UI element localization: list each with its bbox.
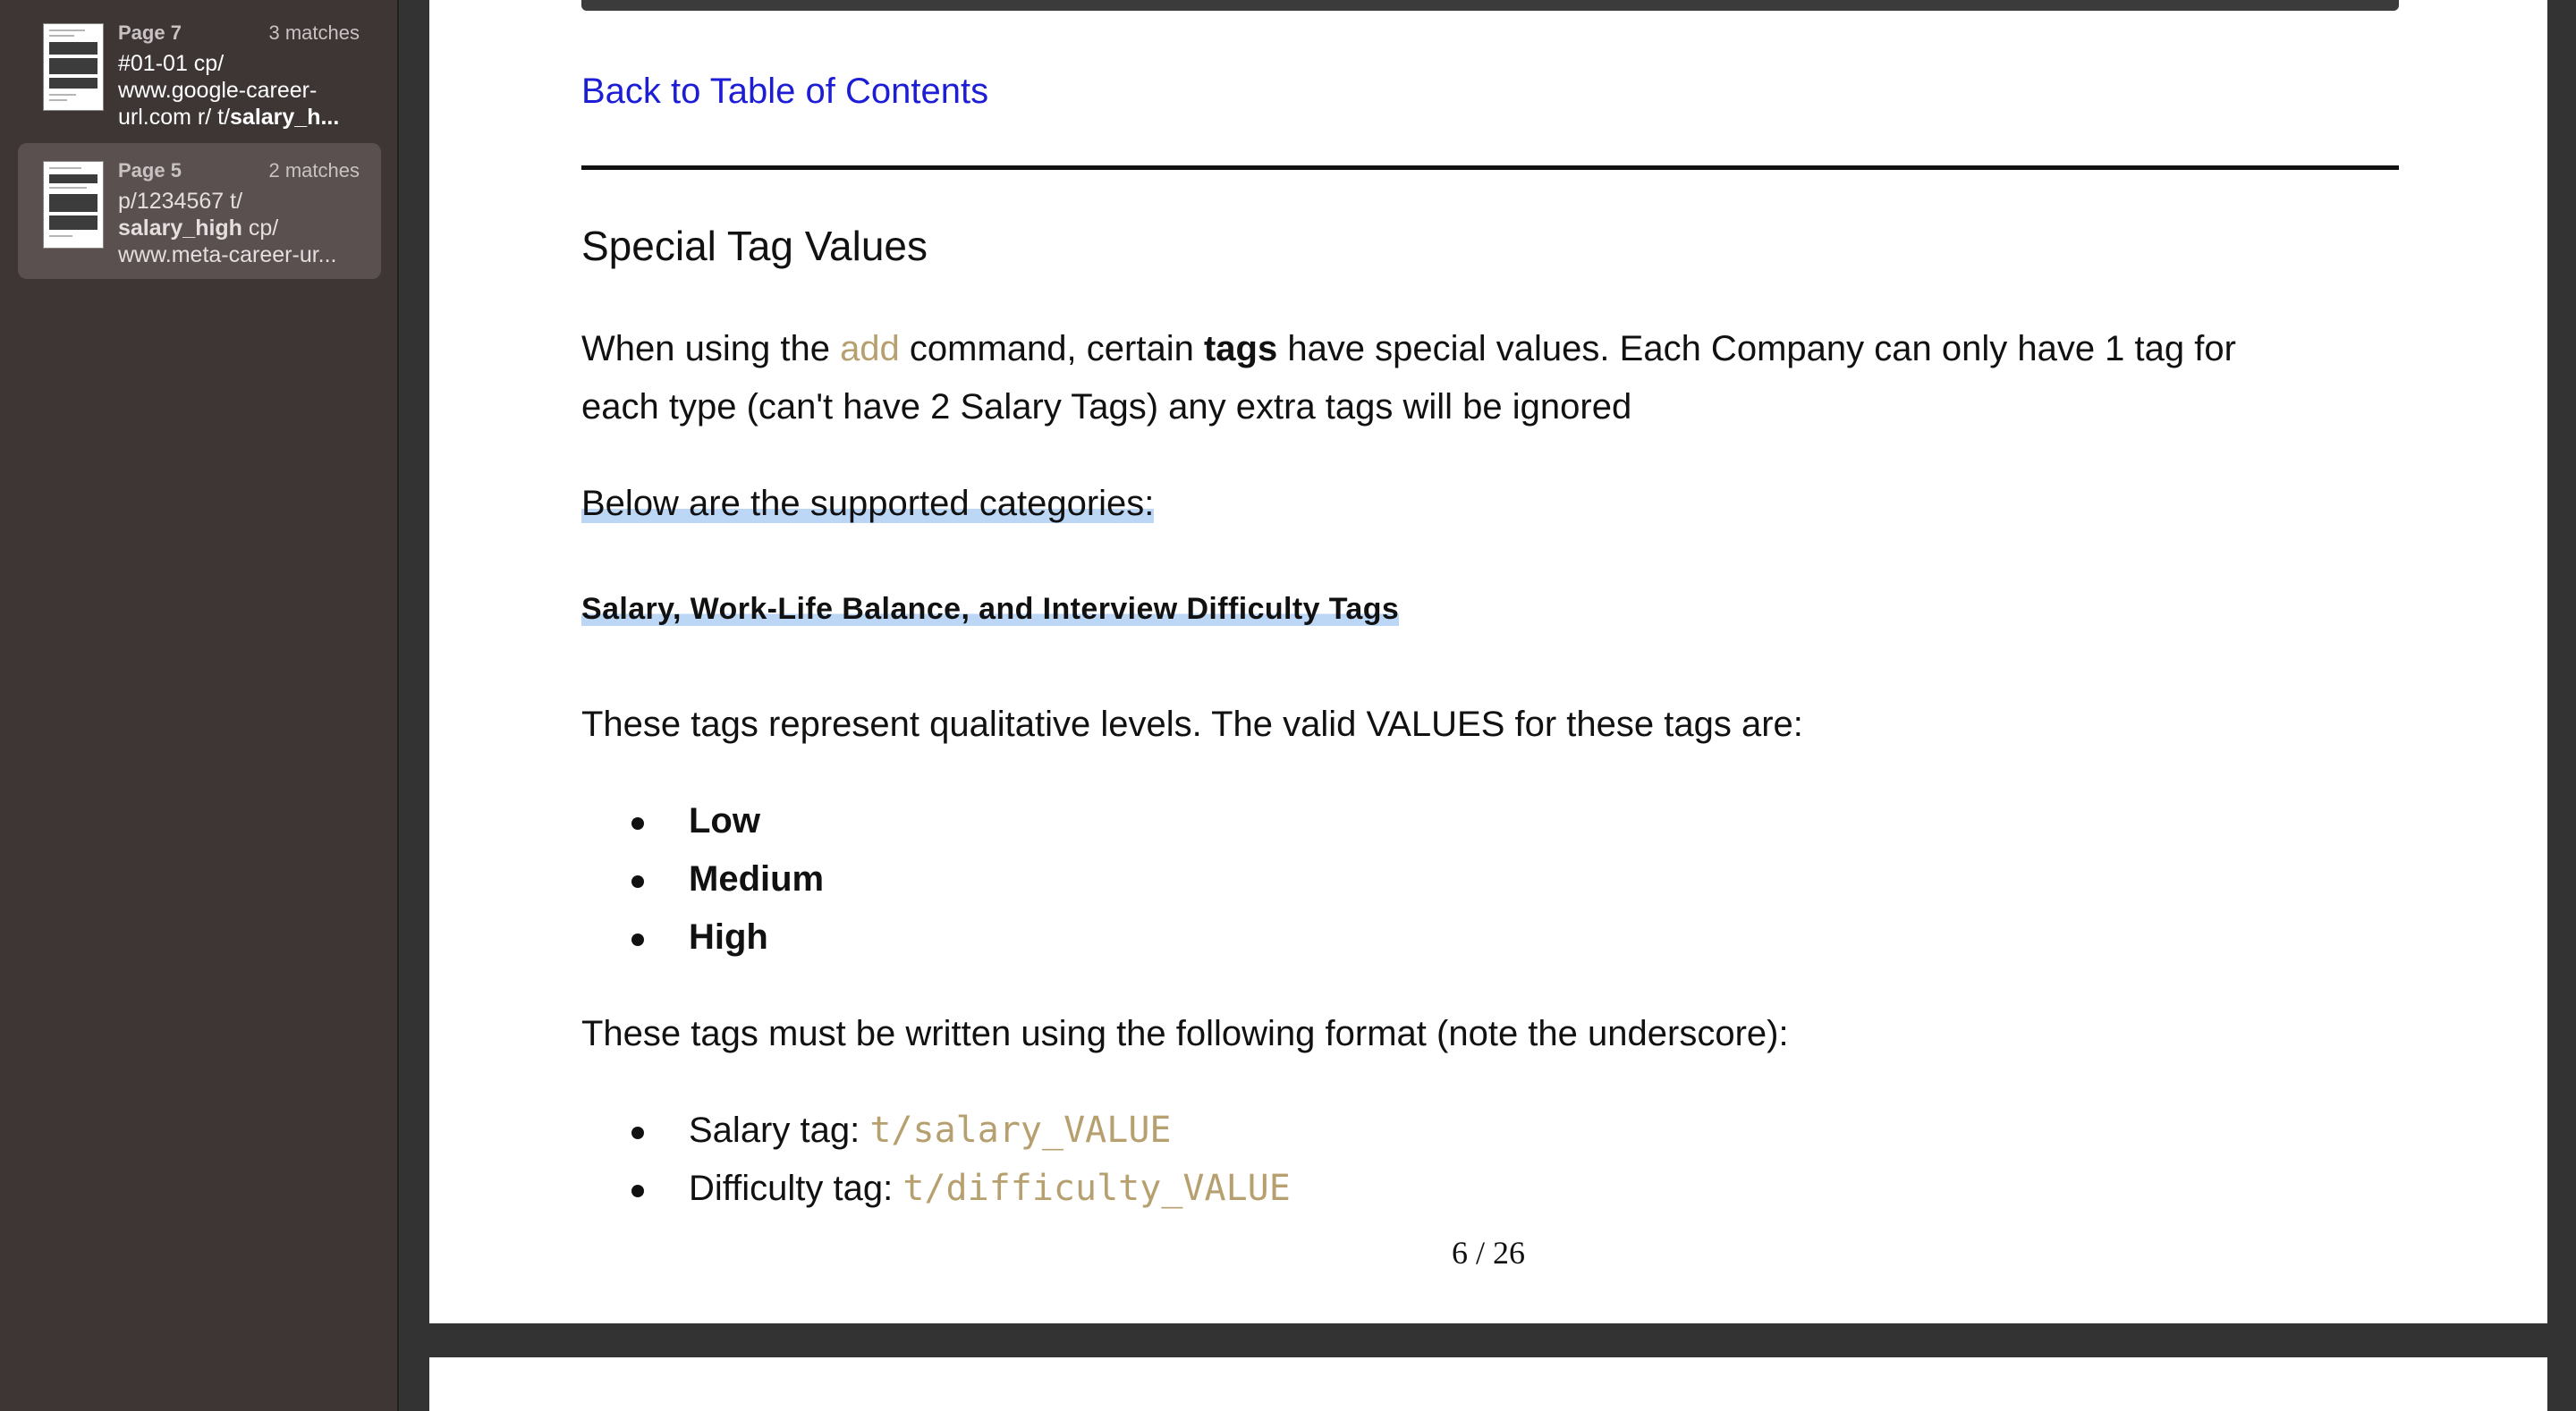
next-document-page	[429, 1357, 2547, 1411]
subheading-tags	[581, 592, 1399, 627]
list-item: Medium	[581, 850, 824, 908]
snippet-line: www.google-career-	[118, 78, 318, 103]
levels-intro: These tags represent qualitative levels. The valid VALUES for these tags are:	[581, 705, 1803, 744]
snippet-line: www.meta-career-ur...	[118, 242, 337, 267]
format-intro: These tags must be written using the following format (note the underscore):	[581, 1014, 1789, 1053]
snippet-line: #01-01 cp/	[118, 51, 225, 76]
inline-code: t/salary_VALUE	[869, 1110, 1172, 1151]
add-command-code: add	[840, 329, 900, 368]
snippet-line: p/1234567 t/	[118, 189, 243, 214]
search-results-sidebar	[0, 0, 399, 1411]
result-match-count: 3 matches	[268, 21, 360, 44]
page-number: 6 / 26	[1451, 1235, 1525, 1271]
search-result-page-5[interactable]	[18, 143, 381, 279]
list-item: High	[581, 908, 824, 967]
search-result-page-7[interactable]	[18, 5, 381, 141]
search-highlight: Salary, Work-Life Balance, and Interview Difficulty Tags	[581, 592, 1400, 626]
list-item: Salary tag: t/salary_VALUE	[581, 1102, 1291, 1160]
page-thumbnail	[43, 23, 104, 111]
horizontal-rule	[581, 165, 2399, 170]
categories-intro	[581, 475, 1154, 533]
back-to-toc-link[interactable]: Back to Table of Contents	[581, 72, 989, 111]
snippet-line: url.com r/ t/salary_h...	[118, 105, 340, 130]
list-item: Low	[581, 792, 824, 850]
section-title: Special Tag Values	[581, 223, 928, 269]
search-highlight: Below are the supported categories:	[581, 484, 1155, 523]
result-page-label: Page 5	[118, 159, 182, 182]
levels-list	[581, 792, 824, 967]
result-snippet	[118, 188, 370, 268]
inline-code: t/difficulty_VALUE	[902, 1168, 1291, 1209]
page-thumbnail	[43, 161, 104, 249]
result-page-label: Page 7	[118, 21, 182, 44]
result-snippet	[118, 50, 370, 131]
formats-list	[581, 1102, 1291, 1218]
list-item: Difficulty tag: t/difficulty_VALUE	[581, 1160, 1291, 1218]
snippet-line: salary_high cp/	[118, 215, 279, 241]
document-page	[429, 0, 2547, 1323]
result-match-count: 2 matches	[268, 159, 360, 182]
code-block-end	[581, 0, 2399, 11]
intro-paragraph: When using the add command, certain tags have special values. Each Company can only have 1 tag for each type (can't have 2 Salary Tags) any extra tags will be ignored	[581, 329, 2236, 427]
